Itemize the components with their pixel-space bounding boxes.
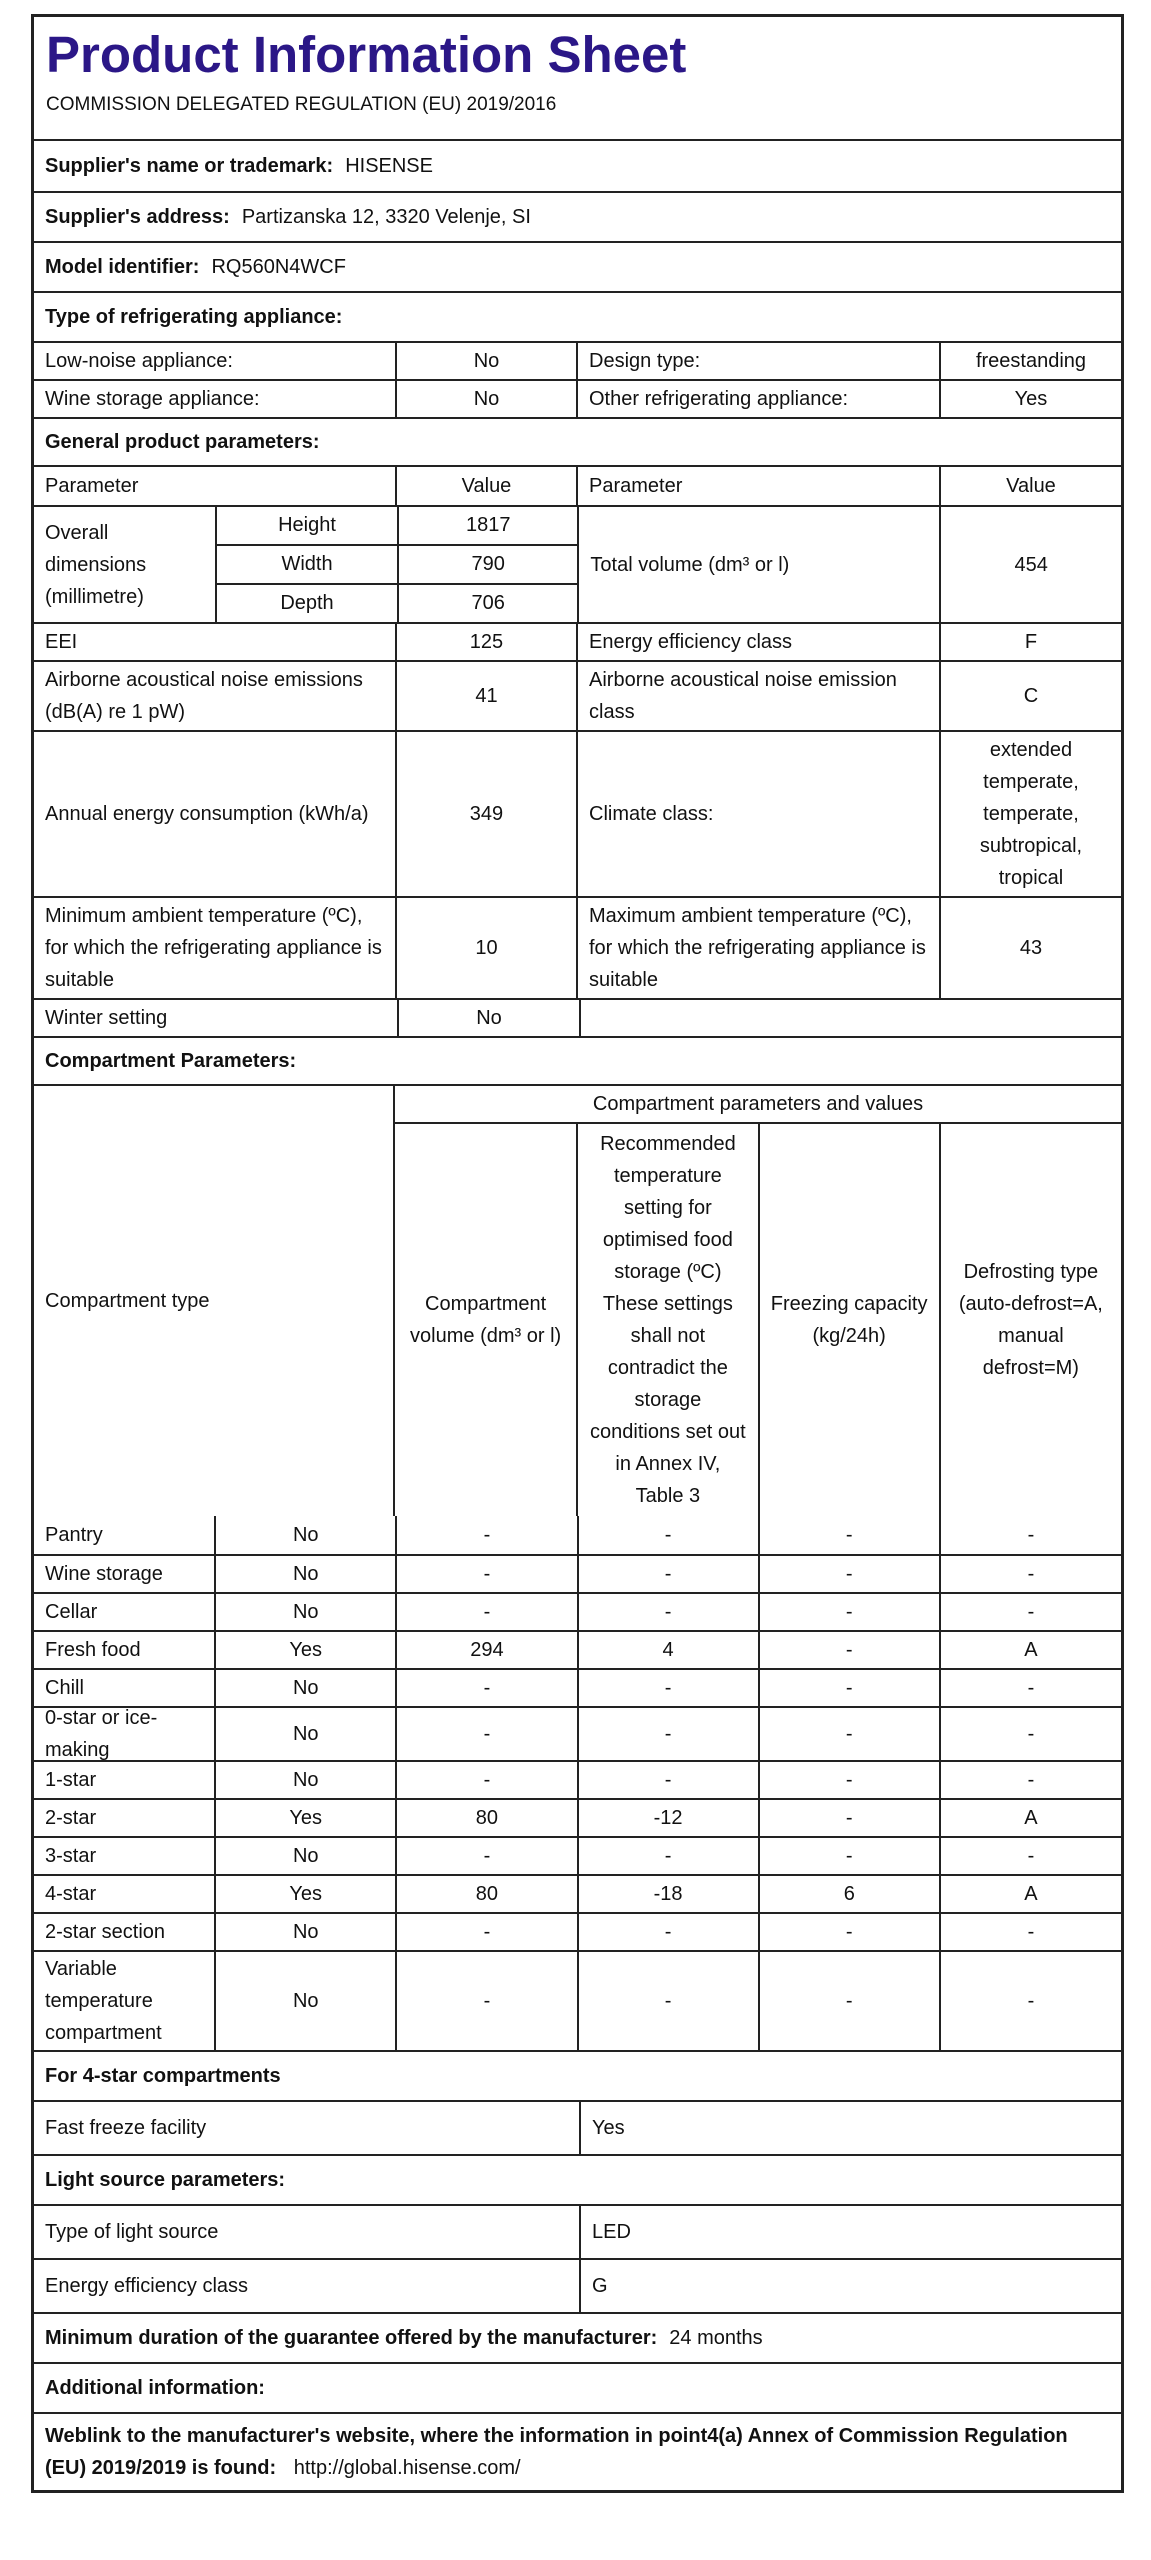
compartment-row xyxy=(34,1554,1121,1592)
light-heading: Light source parameters: xyxy=(45,2169,286,2191)
guarantee-value: 24 months xyxy=(669,2327,763,2349)
address-value: Partizanska 12, 3320 Velenje, SI xyxy=(241,206,531,228)
compartment-freezing-capacity: - xyxy=(758,1594,939,1630)
defrosting-type-header: Defrosting type (auto-defrost=A, manual defrost=M) xyxy=(939,1124,1121,1516)
compartment-temperature: 4 xyxy=(577,1632,758,1668)
parameter-value: F xyxy=(939,624,1121,660)
compartment-rows xyxy=(34,1516,1121,2050)
compartment-row xyxy=(34,1760,1121,1798)
light-type-label: Type of light source xyxy=(45,2221,219,2243)
parameter-value: 125 xyxy=(395,624,576,660)
compartment-present: Yes xyxy=(214,1876,395,1912)
compartment-name: 4-star xyxy=(45,1883,97,1905)
weblink-value[interactable]: http://global.hisense.com/ xyxy=(293,2457,521,2479)
light-class-label: Energy efficiency class xyxy=(45,2275,249,2297)
compartment-temperature: - xyxy=(577,1762,758,1798)
total-volume-value: 454 xyxy=(939,507,1121,622)
general-row xyxy=(34,998,1121,1036)
page-title: Product Information Sheet xyxy=(46,26,687,83)
compartment-present: No xyxy=(214,1516,395,1554)
compartment-temperature: - xyxy=(577,1708,758,1760)
type-label-1: Wine storage appliance: xyxy=(45,388,260,410)
compartment-name: Fresh food xyxy=(45,1639,141,1661)
total-volume-label: Total volume (dm³ or l) xyxy=(577,507,939,622)
compartment-freezing-capacity: - xyxy=(758,1708,939,1760)
compartment-temperature: - xyxy=(577,1516,758,1554)
compartment-defrosting-type: - xyxy=(939,1516,1121,1554)
type-value-1: No xyxy=(395,343,576,379)
parameter-label: Airborne acoustical noise emissions (dB(A) re 1 pW) xyxy=(45,669,363,723)
light-class-value: G xyxy=(579,2260,1121,2312)
compartment-temperature: - xyxy=(577,1594,758,1630)
general-header-row xyxy=(34,465,1121,505)
light-heading-row xyxy=(34,2154,1121,2204)
light-type-row xyxy=(34,2204,1121,2258)
compartment-name: 2-star section xyxy=(45,1921,166,1943)
weblink-label: Weblink to the manufacturer's website, where the information in point4(a) Annex of Commission Regulation (EU) 2019/2019 is found: xyxy=(45,2425,1068,2479)
regulation-reference: COMMISSION DELEGATED REGULATION (EU) 2019/2016 xyxy=(46,94,557,115)
compartment-name: Chill xyxy=(45,1677,84,1699)
general-heading-row xyxy=(34,417,1121,465)
light-type-value: LED xyxy=(579,2206,1121,2258)
product-information-sheet xyxy=(31,14,1124,2493)
general-row xyxy=(34,660,1121,730)
compartment-name: 2-star xyxy=(45,1807,97,1829)
compartment-freezing-capacity: - xyxy=(758,1914,939,1950)
compartment-header-row xyxy=(34,1084,1121,1516)
guarantee-row xyxy=(34,2312,1121,2362)
dimension-value: 1817 xyxy=(465,514,511,536)
fast-freeze-row xyxy=(34,2100,1121,2154)
parameter-value: C xyxy=(939,662,1121,730)
type-value-1: No xyxy=(395,381,576,417)
compartment-temperature: -18 xyxy=(577,1876,758,1912)
compartment-defrosting-type: - xyxy=(939,1914,1121,1950)
compartment-freezing-capacity: - xyxy=(758,1762,939,1798)
compartment-volume: - xyxy=(395,1952,576,2050)
compartment-row xyxy=(34,1950,1121,2050)
compartment-volume: - xyxy=(395,1838,576,1874)
temperature-header: Recommended temperature setting for optimised food storage (ºC) These settings shall not contradict the storage conditions set out in Annex IV, Table 3 xyxy=(576,1124,757,1516)
column-header: Value xyxy=(939,467,1121,505)
compartment-freezing-capacity: - xyxy=(758,1952,939,2050)
parameter-label: Climate class: xyxy=(576,732,939,896)
general-heading: General product parameters: xyxy=(45,431,320,453)
compartment-temperature: - xyxy=(577,1914,758,1950)
four-star-heading-row xyxy=(34,2050,1121,2100)
parameter-value: extended temperate, temperate, subtropical, tropical xyxy=(939,732,1121,896)
parameter-value: 41 xyxy=(395,662,576,730)
compartment-heading: Compartment Parameters: xyxy=(45,1050,297,1072)
parameter-label: EEI xyxy=(45,631,78,653)
compartment-row xyxy=(34,1912,1121,1950)
compartment-temperature: - xyxy=(577,1952,758,2050)
parameter-label: Annual energy consumption (kWh/a) xyxy=(45,803,369,825)
compartment-defrosting-type: - xyxy=(939,1708,1121,1760)
general-row xyxy=(34,730,1121,896)
column-header: Parameter xyxy=(576,467,939,505)
compartment-row xyxy=(34,1668,1121,1706)
compartment-heading-row xyxy=(34,1036,1121,1084)
compartment-freezing-capacity: - xyxy=(758,1800,939,1836)
model-value: RQ560N4WCF xyxy=(211,256,346,278)
compartment-defrosting-type: A xyxy=(939,1876,1121,1912)
parameter-label: Airborne acoustical noise emission class xyxy=(576,662,939,730)
compartment-present: No xyxy=(214,1952,395,2050)
supplier-label: Supplier's name or trademark: xyxy=(45,155,334,177)
freezing-capacity-header: Freezing capacity (kg/24h) xyxy=(758,1124,939,1516)
parameter-value: 43 xyxy=(939,898,1121,998)
dimension-name: Depth xyxy=(217,583,397,622)
compartment-name: 1-star xyxy=(45,1769,97,1791)
compartment-present: Yes xyxy=(214,1632,395,1668)
compartment-name: Pantry xyxy=(45,1524,103,1546)
compartment-defrosting-type: - xyxy=(939,1838,1121,1874)
additional-heading-row xyxy=(34,2362,1121,2412)
type-label-2: Design type: xyxy=(576,343,939,379)
four-star-heading: For 4-star compartments xyxy=(45,2065,281,2087)
column-header: Parameter xyxy=(45,475,139,497)
compartment-present: Yes xyxy=(214,1800,395,1836)
supplier-row xyxy=(34,139,1121,191)
type-label-1: Low-noise appliance: xyxy=(45,350,233,372)
compartment-volume: - xyxy=(395,1670,576,1706)
compartment-present: No xyxy=(214,1762,395,1798)
compartment-present: No xyxy=(214,1670,395,1706)
model-label: Model identifier: xyxy=(45,256,200,278)
compartment-group-header: Compartment parameters and values xyxy=(395,1086,1121,1124)
compartment-freezing-capacity: - xyxy=(758,1670,939,1706)
compartment-freezing-capacity: - xyxy=(758,1838,939,1874)
compartment-volume: - xyxy=(395,1762,576,1798)
compartment-type-header: Compartment type xyxy=(45,1290,210,1312)
type-heading-row xyxy=(34,291,1121,341)
additional-heading: Additional information: xyxy=(45,2377,265,2399)
compartment-temperature: - xyxy=(577,1670,758,1706)
compartment-present: No xyxy=(214,1708,395,1760)
dimensions-row xyxy=(34,505,1121,622)
compartment-temperature: - xyxy=(577,1838,758,1874)
light-class-row xyxy=(34,2258,1121,2312)
parameter-value: No xyxy=(397,1000,579,1036)
type-label-2: Other refrigerating appliance: xyxy=(576,381,939,417)
dimension-name: Width xyxy=(217,544,397,583)
compartment-volume: 80 xyxy=(395,1876,576,1912)
column-header: Value xyxy=(395,467,576,505)
compartment-temperature: - xyxy=(577,1556,758,1592)
compartment-freezing-capacity: - xyxy=(758,1632,939,1668)
type-value-2: Yes xyxy=(939,381,1121,417)
empty-cell xyxy=(579,1000,1121,1036)
compartment-volume: 80 xyxy=(395,1800,576,1836)
parameter-value: 10 xyxy=(395,898,576,998)
compartment-row xyxy=(34,1592,1121,1630)
weblink-row xyxy=(34,2412,1121,2490)
model-row xyxy=(34,241,1121,291)
compartment-defrosting-type: - xyxy=(939,1762,1121,1798)
compartment-volume: - xyxy=(395,1594,576,1630)
compartment-defrosting-type: A xyxy=(939,1632,1121,1668)
type-row xyxy=(34,341,1121,379)
compartment-volume: - xyxy=(395,1516,576,1554)
compartment-defrosting-type: - xyxy=(939,1952,1121,2050)
compartment-freezing-capacity: - xyxy=(758,1516,939,1554)
compartment-name: 0-star or ice-making xyxy=(45,1707,158,1761)
compartment-present: No xyxy=(214,1556,395,1592)
compartment-row xyxy=(34,1516,1121,1554)
fast-freeze-value: Yes xyxy=(579,2102,1121,2154)
compartment-row xyxy=(34,1706,1121,1760)
compartment-volume: - xyxy=(395,1914,576,1950)
parameter-label: Winter setting xyxy=(45,1007,168,1029)
compartment-volume: - xyxy=(395,1556,576,1592)
compartment-name: Variable temperature compartment xyxy=(45,1958,162,2044)
compartment-volume: 294 xyxy=(395,1632,576,1668)
compartment-temperature: -12 xyxy=(577,1800,758,1836)
general-row xyxy=(34,896,1121,998)
compartment-row xyxy=(34,1836,1121,1874)
address-row xyxy=(34,191,1121,241)
parameter-label: Minimum ambient temperature (ºC), for which the refrigerating appliance is suitable xyxy=(45,905,382,991)
header xyxy=(34,17,1121,139)
type-heading: Type of refrigerating appliance: xyxy=(45,306,343,328)
parameter-value: 349 xyxy=(395,732,576,896)
dimensions-label: Overall dimensions (millimetre) xyxy=(45,521,147,608)
compartment-name: Wine storage xyxy=(45,1563,163,1585)
supplier-value: HISENSE xyxy=(345,155,433,177)
compartment-row xyxy=(34,1630,1121,1668)
compartment-defrosting-type: - xyxy=(939,1556,1121,1592)
compartment-freezing-capacity: - xyxy=(758,1556,939,1592)
general-row xyxy=(34,622,1121,660)
compartment-row xyxy=(34,1798,1121,1836)
compartment-name: Cellar xyxy=(45,1601,98,1623)
type-value-2: freestanding xyxy=(939,343,1121,379)
compartment-defrosting-type: - xyxy=(939,1670,1121,1706)
fast-freeze-label: Fast freeze facility xyxy=(45,2117,207,2139)
dimension-name: Height xyxy=(278,514,336,536)
dimension-value: 790 xyxy=(399,544,577,583)
compartment-freezing-capacity: 6 xyxy=(758,1876,939,1912)
compartment-name: 3-star xyxy=(45,1845,97,1867)
compartment-present: No xyxy=(214,1838,395,1874)
compartment-volume: - xyxy=(395,1708,576,1760)
address-label: Supplier's address: xyxy=(45,206,230,228)
compartment-present: No xyxy=(214,1914,395,1950)
compartment-present: No xyxy=(214,1594,395,1630)
compartment-defrosting-type: - xyxy=(939,1594,1121,1630)
parameter-label: Energy efficiency class xyxy=(576,624,939,660)
compartment-defrosting-type: A xyxy=(939,1800,1121,1836)
compartment-row xyxy=(34,1874,1121,1912)
parameter-label: Maximum ambient temperature (ºC), for which the refrigerating appliance is suitable xyxy=(576,898,939,998)
compartment-volume-header: Compartment volume (dm³ or l) xyxy=(410,1293,562,1347)
dimension-value: 706 xyxy=(399,583,577,622)
type-row xyxy=(34,379,1121,417)
guarantee-label: Minimum duration of the guarantee offered by the manufacturer: xyxy=(45,2327,658,2349)
